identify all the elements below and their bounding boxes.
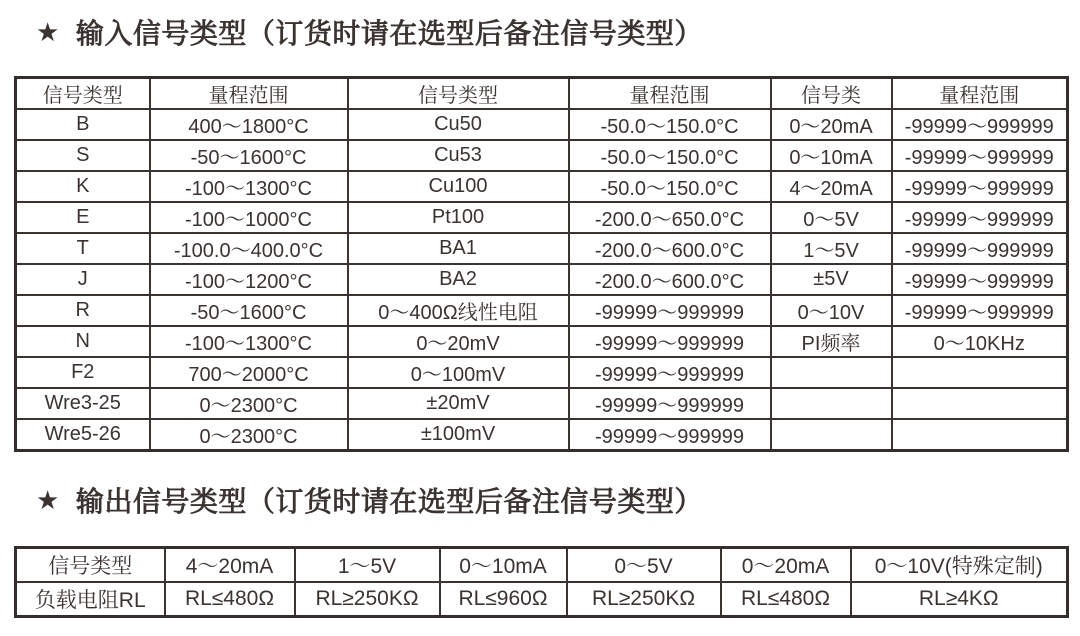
- star-icon: ★: [36, 485, 60, 515]
- table-cell: [892, 388, 1068, 419]
- table-cell: 0～400Ω线性电阻: [348, 295, 569, 326]
- table-cell: 0～2300°C: [150, 388, 348, 419]
- table-row: [16, 419, 1068, 451]
- table-cell: -99999～999999: [892, 140, 1068, 171]
- table-cell: -200.0～650.0°C: [569, 202, 771, 233]
- table-cell: 0～10mA: [440, 548, 567, 583]
- column-header: 量程范围: [892, 78, 1068, 110]
- table-cell: S: [16, 140, 150, 171]
- table-cell: -99999～999999: [569, 388, 771, 419]
- table-row: [16, 326, 1068, 357]
- output-section-title-text: 输出信号类型（订货时请在选型后备注信号类型）: [75, 486, 703, 517]
- table-row: [16, 140, 1068, 171]
- table-cell: -100～1300°C: [150, 171, 348, 202]
- table-cell: -99999～999999: [569, 357, 771, 388]
- table-header-row: [16, 78, 1068, 110]
- table-cell: -100.0～400.0°C: [150, 233, 348, 264]
- table-cell: 0～2300°C: [150, 419, 348, 451]
- table-cell: PI频率: [771, 326, 892, 357]
- table-cell: RL≥4KΩ: [851, 582, 1068, 617]
- table-cell: 1～5V: [771, 233, 892, 264]
- table-cell: [771, 357, 892, 388]
- table-cell: -99999～999999: [569, 295, 771, 326]
- table-cell: -99999～999999: [569, 419, 771, 451]
- column-header: 量程范围: [569, 78, 771, 110]
- table-cell: 0～10V: [771, 295, 892, 326]
- table-cell: 0～10KHz: [892, 326, 1068, 357]
- table-cell: R: [16, 295, 150, 326]
- table-cell: -99999～999999: [892, 202, 1068, 233]
- table-cell: 0～10mA: [771, 140, 892, 171]
- table-cell: 0～10V(特殊定制): [851, 548, 1068, 583]
- table-cell: 0～5V: [567, 548, 721, 583]
- table-cell: 0～5V: [771, 202, 892, 233]
- table-cell: N: [16, 326, 150, 357]
- table-cell: -50～1600°C: [150, 295, 348, 326]
- table-row: [16, 202, 1068, 233]
- table-cell: -99999～999999: [569, 326, 771, 357]
- star-icon: ★: [36, 17, 60, 47]
- table-cell: ±5V: [771, 264, 892, 295]
- table-cell: 0～20mA: [721, 548, 851, 583]
- table-row: [16, 357, 1068, 388]
- table-cell: BA2: [348, 264, 569, 295]
- table-cell: 0～20mA: [771, 109, 892, 140]
- row-header-cell: 信号类型: [16, 548, 165, 583]
- table-cell: -100～1300°C: [150, 326, 348, 357]
- table-cell: -99999～999999: [892, 109, 1068, 140]
- table-row: [16, 109, 1068, 140]
- output-signal-section-title: [14, 452, 1066, 517]
- table-cell: RL≥250KΩ: [567, 582, 721, 617]
- table-cell: Wre3-25: [16, 388, 150, 419]
- table-cell: K: [16, 171, 150, 202]
- table-cell: -50.0～150.0°C: [569, 109, 771, 140]
- table-cell: F2: [16, 357, 150, 388]
- column-header: 信号类型: [16, 78, 150, 110]
- table-cell: Cu100: [348, 171, 569, 202]
- table-cell: E: [16, 202, 150, 233]
- input-signal-table: [14, 76, 1069, 452]
- table-cell: -200.0～600.0°C: [569, 233, 771, 264]
- table-cell: -50～1600°C: [150, 140, 348, 171]
- table-cell: 4～20mA: [165, 548, 295, 583]
- table-row: [16, 582, 1068, 617]
- table-row: [16, 171, 1068, 202]
- table-cell: J: [16, 264, 150, 295]
- table-cell: B: [16, 109, 150, 140]
- table-cell: 400～1800°C: [150, 109, 348, 140]
- table-row: [16, 233, 1068, 264]
- table-row: [16, 295, 1068, 326]
- table-cell: 0～100mV: [348, 357, 569, 388]
- table-cell: [771, 419, 892, 451]
- column-header: 量程范围: [150, 78, 348, 110]
- table-cell: -99999～999999: [892, 171, 1068, 202]
- table-cell: RL≤480Ω: [721, 582, 851, 617]
- table-cell: -99999～999999: [892, 295, 1068, 326]
- table-cell: [892, 357, 1068, 388]
- table-cell: 0～20mV: [348, 326, 569, 357]
- table-row: [16, 264, 1068, 295]
- table-cell: [771, 388, 892, 419]
- table-cell: Pt100: [348, 202, 569, 233]
- table-cell: -100～1200°C: [150, 264, 348, 295]
- table-row: [16, 388, 1068, 419]
- table-cell: RL≥250KΩ: [295, 582, 440, 617]
- column-header: 信号类型: [348, 78, 569, 110]
- table-cell: -50.0～150.0°C: [569, 140, 771, 171]
- table-cell: 700～2000°C: [150, 357, 348, 388]
- table-cell: Cu53: [348, 140, 569, 171]
- input-section-title-text: 输入信号类型（订货时请在选型后备注信号类型）: [75, 18, 703, 49]
- table-row: [16, 548, 1068, 583]
- table-cell: -50.0～150.0°C: [569, 171, 771, 202]
- row-header-cell: 负载电阻RL: [16, 582, 165, 617]
- table-cell: RL≤960Ω: [440, 582, 567, 617]
- table-cell: T: [16, 233, 150, 264]
- table-cell: -100～1000°C: [150, 202, 348, 233]
- table-cell: RL≤480Ω: [165, 582, 295, 617]
- output-signal-table: [14, 546, 1069, 618]
- table-cell: ±20mV: [348, 388, 569, 419]
- table-cell: [892, 419, 1068, 451]
- column-header: 信号类: [771, 78, 892, 110]
- table-cell: 4～20mA: [771, 171, 892, 202]
- table-cell: Wre5-26: [16, 419, 150, 451]
- table-cell: BA1: [348, 233, 569, 264]
- table-cell: -99999～999999: [892, 233, 1068, 264]
- table-cell: 1～5V: [295, 548, 440, 583]
- table-cell: -200.0～600.0°C: [569, 264, 771, 295]
- table-cell: -99999～999999: [892, 264, 1068, 295]
- table-cell: Cu50: [348, 109, 569, 140]
- table-cell: ±100mV: [348, 419, 569, 451]
- input-signal-section-title: [14, 0, 1066, 49]
